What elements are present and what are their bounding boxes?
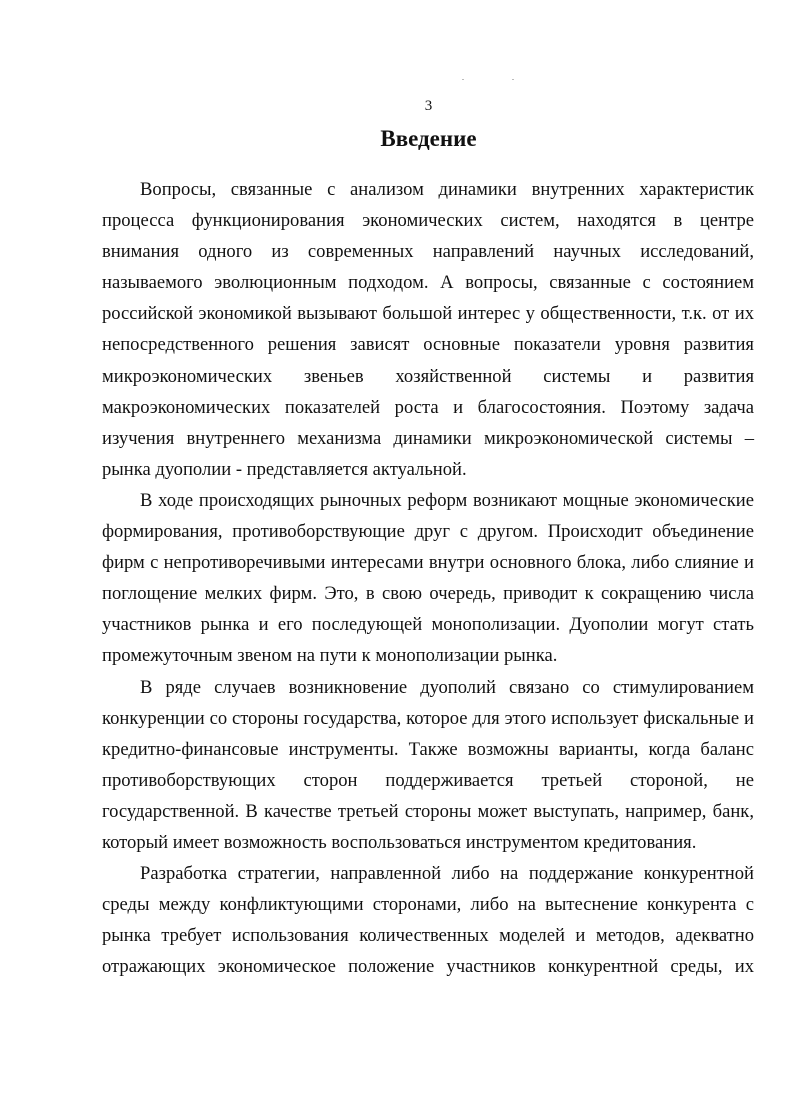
page-title: Введение [380,126,477,151]
paragraph-3: В ряде случаев возникновение дуополий связано со стимулированием конкуренции со стороны государства, которое для этого использует фискальные и кредитно-финансовые инструменты. Также возможны варианты, когда баланс противоборствующих сторон поддерживается третьей стороной, не государственной. В качестве третьей стороны может выступать, например, банк, который имеет возможность воспользоваться инструментом кредитования. [102,676,754,853]
page-number: 3 [424,98,433,114]
paragraph-2: В ходе происходящих рыночных реформ возникают мощные экономические формирования, противоборствующие друг с другом. Происходит объединение фирм с непротиворечивыми интересами внутри основного блока, либо слияние и поглощение мелких фирм. Это, в свою очередь, приводит к сокращению числа участников рынка и его последующей монополизации. Дуополии могут стать промежуточным звеном на пути к монополизации рынка. [102,489,754,667]
scan-speck [512,79,514,80]
scan-speck [462,79,464,80]
paragraph-1: Вопросы, связанные с анализом динамики внутренних характеристик процесса функционирования экономических систем, находятся в центре внимания одного из современных направлений научных исследований, называемого эволюционным подходом. А вопросы, связанные с состоянием российской экономикой вызывают большой интерес у общественности, т.к. от их непосредственного решения зависят основные показатели уровня развития микроэкономических звеньев хозяйственной системы и развития макроэкономических показателей роста и благосостояния. Поэтому задача изучения внутреннего механизма динамики микроэкономической системы – рынка дуополии - представляется актуальной. [102,179,754,480]
paragraph-4: Разработка стратегии, направленной либо на поддержание конкурентной среды между конфликтующими сторонами, либо на вытеснение конкурента с рынка требует использования количественных моделей и методов, адекватно отражающих экономическое положение участников конкурентной среды, их [102,863,754,978]
body-text [102,174,754,982]
